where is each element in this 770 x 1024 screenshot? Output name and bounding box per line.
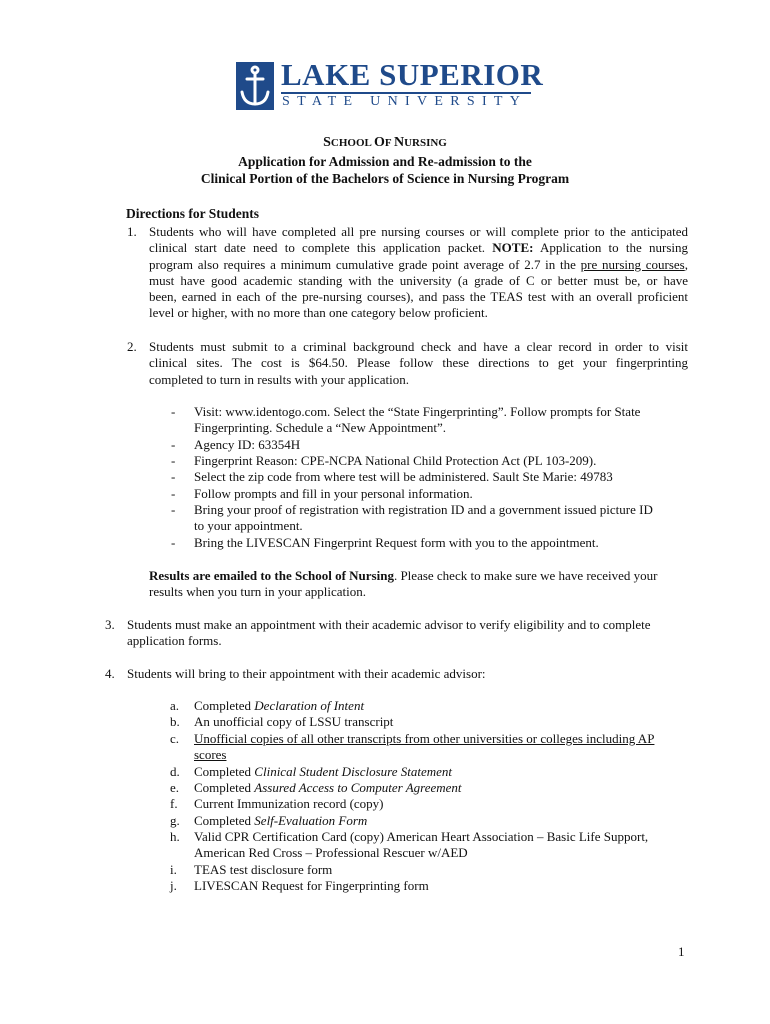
list-letter: b.	[170, 714, 180, 729]
list-letter: e.	[170, 780, 180, 795]
bullet-item: Select the zip code from where test will be administered. Sault Ste Marie: 49783	[194, 469, 613, 484]
logo-line1: LAKE SUPERIOR	[281, 57, 544, 92]
list-item: Completed Declaration of Intent	[194, 698, 365, 713]
list-item: TEAS test disclosure form	[194, 862, 333, 877]
logo-line2: STATE UNIVERSITY	[282, 94, 528, 109]
list-item: Unofficial copies of all other transcripts from other universities or colleges including AP scores	[194, 731, 655, 763]
page-number: 1	[678, 944, 685, 959]
school-heading: SCHOOL OF NURSING	[323, 135, 447, 150]
item-number: 1.	[127, 224, 137, 239]
bullet-dash: -	[171, 453, 176, 468]
bullet-item: Follow prompts and fill in your personal information.	[194, 486, 473, 501]
bullet-item: Agency ID: 63354H	[194, 437, 301, 452]
list-item: Completed Clinical Student Disclosure Statement	[194, 764, 453, 779]
item-number: 3.	[105, 617, 115, 632]
bullet-item: Bring your proof of registration with registration ID and a government issued picture ID to your appointment.	[194, 502, 653, 534]
list-item: LIVESCAN Request for Fingerprinting form	[194, 878, 429, 893]
item1-paragraph: Students who will have completed all pre nursing courses or will complete prior to the anticipated clinical start date need to complete this application packet. NOTE: Application to the nursing program also requires a minimum cumulative grade point average of 2.7 in the pre nursing courses, must have good academic standing with the university (a grade of C or better must be, or have been, earned in each of the pre-nursing courses), and pass the TEAS test with an overall proficient level or higher, with no more than one category below proficient.	[149, 224, 688, 321]
bullet-item: Visit: www.identogo.com. Select the “State Fingerprinting”. Follow prompts for State Fingerprinting. Schedule a “New Appointment”.	[194, 404, 641, 436]
university-logo	[236, 57, 544, 112]
list-item: Current Immunization record (copy)	[194, 796, 384, 811]
list-letter: h.	[170, 829, 180, 844]
bullet-dash: -	[171, 469, 176, 484]
item3-paragraph: Students must make an appointment with their academic advisor to verify eligibility and to complete application forms.	[127, 617, 651, 649]
item4-paragraph: Students will bring to their appointment with their academic advisor:	[127, 666, 486, 681]
list-item: Completed Self-Evaluation Form	[194, 813, 368, 828]
directions-heading: Directions for Students	[126, 206, 260, 221]
title-line2: Clinical Portion of the Bachelors of Science in Nursing Program	[200, 171, 570, 186]
list-item: An unofficial copy of LSSU transcript	[194, 714, 394, 729]
list-item: Valid CPR Certification Card (copy) American Heart Association – Basic Life Support, American Red Cross – Professional Rescuer w/AED	[194, 829, 649, 861]
bullet-dash: -	[171, 535, 176, 550]
bullet-item: Fingerprint Reason: CPE-NCPA National Child Protection Act (PL 103-209).	[194, 453, 597, 468]
title-line1: Application for Admission and Re-admission to the	[238, 154, 532, 169]
bullet-dash: -	[171, 502, 176, 517]
anchor-icon	[236, 62, 274, 110]
list-letter: f.	[170, 796, 178, 811]
list-letter: j.	[170, 878, 177, 893]
bullet-dash: -	[171, 437, 176, 452]
list-letter: i.	[170, 862, 177, 877]
results-note: Results are emailed to the School of Nursing. Please check to make sure we have received your results when you turn in your application.	[149, 568, 658, 600]
list-letter: d.	[170, 764, 180, 779]
list-letter: g.	[170, 813, 180, 828]
document-title	[0, 153, 770, 187]
bullet-dash: -	[171, 486, 176, 501]
list-item: Completed Assured Access to Computer Agreement	[194, 780, 462, 795]
item2-paragraph: Students must submit to a criminal background check and have a clear record in order to visit clinical sites. The cost is $64.50. Please follow these directions to get your fingerprinting completed to turn in results with your application.	[149, 339, 688, 387]
item-number: 4.	[105, 666, 115, 681]
item-number: 2.	[127, 339, 137, 354]
list-letter: a.	[170, 698, 180, 713]
list-letter: c.	[170, 731, 180, 746]
bullet-item: Bring the LIVESCAN Fingerprint Request form with you to the appointment.	[194, 535, 599, 550]
bullet-dash: -	[171, 404, 176, 419]
pre-nursing-courses-link: pre nursing courses	[580, 256, 685, 272]
